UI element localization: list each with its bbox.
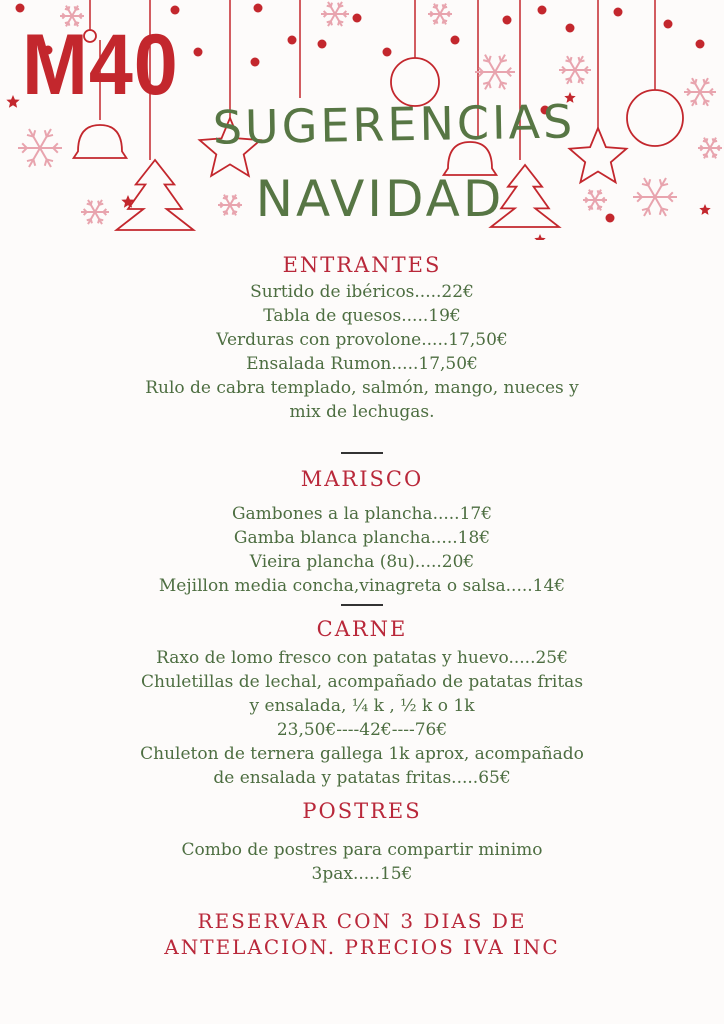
- section-title-entrantes: ENTRANTES: [282, 253, 442, 277]
- menu-item: Mejillon media concha,vinagreta o salsa.....14€: [158, 576, 566, 596]
- decorative-dot: [538, 6, 547, 15]
- menu-item: Gamba blanca plancha.....18€: [233, 528, 491, 548]
- decorative-dot: [251, 58, 260, 67]
- menu-item: Surtido de ibéricos.....22€: [250, 282, 474, 302]
- reservation-note-line-1: RESERVAR CON 3 DIAS DE: [197, 909, 527, 933]
- section-title-carne: CARNE: [316, 617, 408, 641]
- decorative-dot: [503, 16, 512, 25]
- decorative-dot: [383, 48, 392, 57]
- small-star-icon: [534, 234, 545, 240]
- decorative-dot: [16, 4, 25, 13]
- snowflake-icon: [559, 56, 591, 84]
- decorative-dot: [566, 24, 575, 33]
- section-carne: [0, 614, 724, 790]
- menu-item: y ensalada, ¼ k , ½ k o 1k: [249, 696, 475, 716]
- menu-item: Chuletillas de lechal, acompañado de patatas fritas: [140, 672, 584, 692]
- snowflake-icon: [428, 4, 452, 25]
- decorative-dot: [614, 8, 623, 17]
- snowflake-icon: [475, 55, 515, 90]
- menu-item: de ensalada y patatas fritas.....65€: [213, 768, 511, 788]
- section-marisco: [0, 464, 724, 598]
- decorative-dot: [288, 36, 297, 45]
- page-title-line-1: SUGERENCIAS: [212, 94, 576, 155]
- decorative-dot: [353, 14, 362, 23]
- menu: [0, 250, 724, 960]
- decorative-dot: [254, 4, 263, 13]
- decorative-dot: [318, 40, 327, 49]
- menu-item: Tabla de quesos.....19€: [263, 306, 461, 326]
- decorative-dot: [171, 6, 180, 15]
- menu-item: Gambones a la plancha.....17€: [231, 504, 493, 524]
- page-title-line-2: NAVIDAD: [255, 170, 505, 228]
- section-title-marisco: MARISCO: [300, 467, 424, 491]
- decorative-dot: [664, 20, 673, 29]
- menu-item: Verduras con provolone.....17,50€: [216, 330, 508, 350]
- decorative-dot: [451, 36, 460, 45]
- section-title-postres: POSTRES: [302, 799, 422, 823]
- decorative-dot: [194, 48, 203, 57]
- menu-item: Ensalada Rumon.....17,50€: [246, 354, 478, 374]
- reservation-note-line-2: ANTELACION. PRECIOS IVA INC: [164, 935, 560, 959]
- snowflake-icon: [321, 2, 349, 26]
- menu-item: Vieira plancha (8u).....20€: [249, 552, 475, 572]
- section-postres: [0, 796, 724, 886]
- menu-item: 23,50€----42€----76€: [276, 720, 448, 740]
- section-entrantes: [0, 250, 724, 424]
- menu-item: Rulo de cabra templado, salmón, mango, nueces y: [145, 378, 579, 398]
- menu-item: mix de lechugas.: [289, 402, 435, 422]
- menu-item: Raxo de lomo fresco con patatas y huevo.....25€: [156, 648, 568, 668]
- menu-item: 3pax.....15€: [311, 864, 413, 884]
- menu-item: Chuleton de ternera gallega 1k aprox, acompañado: [140, 744, 584, 764]
- menu-item: Combo de postres para compartir minimo: [181, 840, 543, 860]
- decorative-dot: [696, 40, 705, 49]
- brand-logo: M40: [22, 17, 179, 113]
